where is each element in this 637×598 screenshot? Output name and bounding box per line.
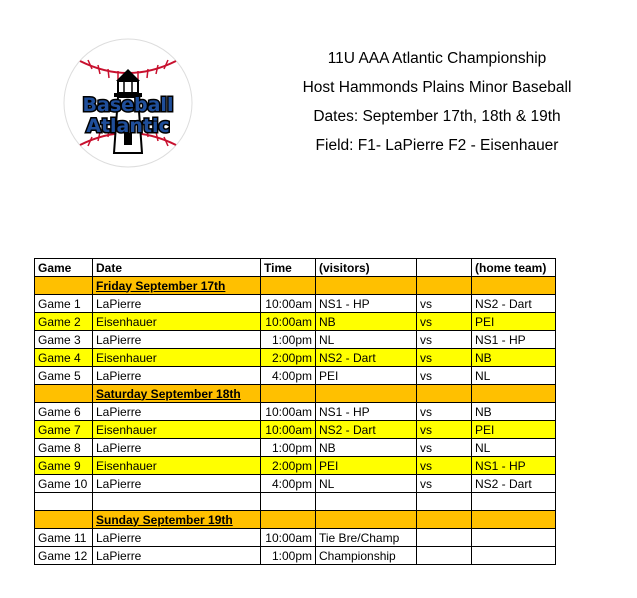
- home-cell: [472, 547, 556, 565]
- header-time: Time: [261, 259, 316, 277]
- time-cell: 1:00pm: [261, 331, 316, 349]
- vs-cell: vs: [417, 349, 472, 367]
- table-row: [35, 349, 556, 367]
- vs-cell: vs: [417, 439, 472, 457]
- day-row: [35, 511, 556, 529]
- table-row: [35, 475, 556, 493]
- visitors-cell: PEI: [316, 367, 417, 385]
- table-row: [35, 313, 556, 331]
- logo-text-line1: Baseball: [82, 94, 174, 116]
- vs-cell: vs: [417, 367, 472, 385]
- table-row: [35, 421, 556, 439]
- time-cell: 4:00pm: [261, 367, 316, 385]
- field-cell: LaPierre: [93, 475, 261, 493]
- vs-cell: [417, 547, 472, 565]
- day-label: Sunday September 19th: [93, 511, 261, 529]
- game-cell: Game 1: [35, 295, 93, 313]
- header-vs: [417, 259, 472, 277]
- time-cell: 1:00pm: [261, 439, 316, 457]
- schedule-table: [34, 258, 556, 565]
- visitors-cell: NL: [316, 331, 417, 349]
- field-cell: LaPierre: [93, 403, 261, 421]
- visitors-cell: PEI: [316, 457, 417, 475]
- time-cell: 4:00pm: [261, 475, 316, 493]
- game-cell: Game 3: [35, 331, 93, 349]
- field-cell: LaPierre: [93, 547, 261, 565]
- game-cell: Game 7: [35, 421, 93, 439]
- game-cell: Game 8: [35, 439, 93, 457]
- vs-cell: vs: [417, 331, 472, 349]
- home-cell: PEI: [472, 421, 556, 439]
- field-cell: LaPierre: [93, 439, 261, 457]
- home-cell: [472, 529, 556, 547]
- home-cell: PEI: [472, 313, 556, 331]
- table-row: [35, 295, 556, 313]
- field-cell: Eisenhauer: [93, 313, 261, 331]
- time-cell: 10:00am: [261, 529, 316, 547]
- visitors-cell: Championship: [316, 547, 417, 565]
- game-cell: Game 10: [35, 475, 93, 493]
- document-header: [272, 44, 602, 160]
- day-label: Saturday September 18th: [93, 385, 261, 403]
- header-game: Game: [35, 259, 93, 277]
- home-cell: NL: [472, 367, 556, 385]
- table-row: [35, 529, 556, 547]
- day-label: Friday September 17th: [93, 277, 261, 295]
- time-cell: 10:00am: [261, 403, 316, 421]
- day-row: [35, 385, 556, 403]
- vs-cell: vs: [417, 475, 472, 493]
- vs-cell: [417, 529, 472, 547]
- game-cell: Game 6: [35, 403, 93, 421]
- time-cell: 10:00am: [261, 421, 316, 439]
- field-cell: Eisenhauer: [93, 349, 261, 367]
- time-cell: 10:00am: [261, 313, 316, 331]
- table-row: [35, 403, 556, 421]
- vs-cell: vs: [417, 313, 472, 331]
- field-cell: LaPierre: [93, 529, 261, 547]
- game-cell: Game 12: [35, 547, 93, 565]
- header-visitors: (visitors): [316, 259, 417, 277]
- visitors-cell: NS1 - HP: [316, 295, 417, 313]
- day-row: [35, 277, 556, 295]
- field-cell: Eisenhauer: [93, 457, 261, 475]
- home-cell: NB: [472, 403, 556, 421]
- field-cell: Eisenhauer: [93, 421, 261, 439]
- field-cell: LaPierre: [93, 295, 261, 313]
- time-cell: 2:00pm: [261, 457, 316, 475]
- home-cell: NB: [472, 349, 556, 367]
- table-row: [35, 547, 556, 565]
- visitors-cell: NL: [316, 475, 417, 493]
- visitors-cell: NS2 - Dart: [316, 421, 417, 439]
- time-cell: 1:00pm: [261, 547, 316, 565]
- field-cell: LaPierre: [93, 331, 261, 349]
- table-row: [35, 367, 556, 385]
- visitors-cell: NS2 - Dart: [316, 349, 417, 367]
- baseball-atlantic-logo: [58, 33, 198, 173]
- table-header-row: [35, 259, 556, 277]
- home-cell: NS1 - HP: [472, 457, 556, 475]
- game-cell: Game 2: [35, 313, 93, 331]
- visitors-cell: Tie Bre/Champ: [316, 529, 417, 547]
- header-date: Date: [93, 259, 261, 277]
- visitors-cell: NS1 - HP: [316, 403, 417, 421]
- vs-cell: vs: [417, 421, 472, 439]
- home-cell: NS1 - HP: [472, 331, 556, 349]
- host-line: Host Hammonds Plains Minor Baseball: [302, 79, 572, 96]
- home-cell: NS2 - Dart: [472, 295, 556, 313]
- game-cell: Game 9: [35, 457, 93, 475]
- game-cell: Game 4: [35, 349, 93, 367]
- home-cell: NS2 - Dart: [472, 475, 556, 493]
- time-cell: 2:00pm: [261, 349, 316, 367]
- game-cell: Game 11: [35, 529, 93, 547]
- header-home-team: (home team): [472, 259, 556, 277]
- home-cell: NL: [472, 439, 556, 457]
- vs-cell: vs: [417, 457, 472, 475]
- visitors-cell: NB: [316, 439, 417, 457]
- time-cell: 10:00am: [261, 295, 316, 313]
- logo-text-line2: Atlantic: [86, 115, 170, 137]
- field-line: Field: F1- LaPierre F2 - Eisenhauer: [315, 137, 559, 154]
- vs-cell: vs: [417, 295, 472, 313]
- game-cell: Game 5: [35, 367, 93, 385]
- table-row: [35, 331, 556, 349]
- field-cell: LaPierre: [93, 367, 261, 385]
- dates-line: Dates: September 17th, 18th & 19th: [313, 108, 561, 125]
- document-title: 11U AAA Atlantic Championship: [327, 50, 547, 67]
- visitors-cell: NB: [316, 313, 417, 331]
- blank-row: [35, 493, 556, 511]
- vs-cell: vs: [417, 403, 472, 421]
- table-row: [35, 439, 556, 457]
- table-row: [35, 457, 556, 475]
